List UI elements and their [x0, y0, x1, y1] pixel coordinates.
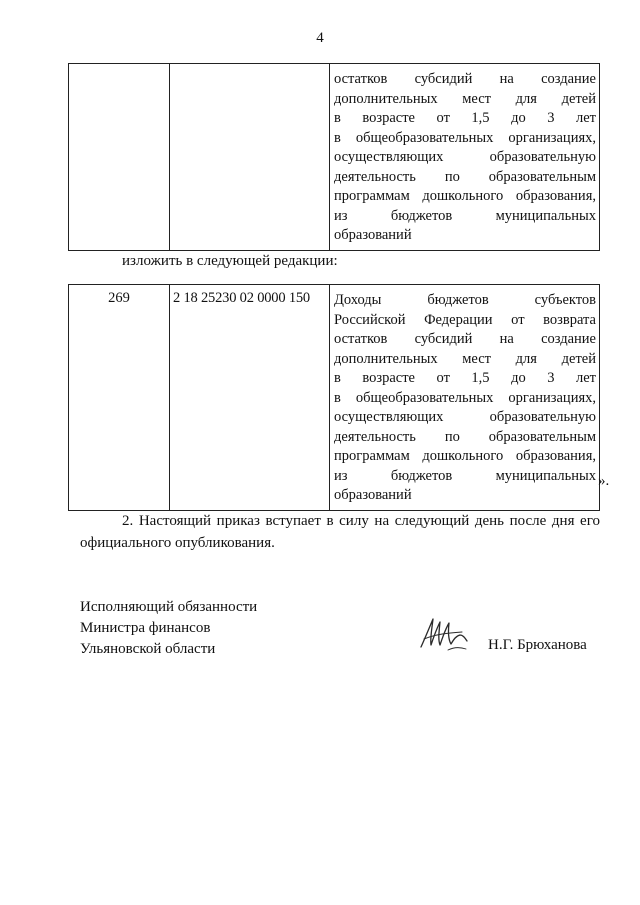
paragraph-2: 2. Настоящий приказ вступает в силу на следующий день после дня его официального опубликования.	[80, 513, 600, 551]
table-fragment-new	[68, 284, 600, 511]
intro-text: изложить в следующей редакции:	[122, 253, 338, 269]
signer-name: Н.Г. Брюханова	[488, 637, 587, 653]
row-number-cell: 269	[69, 285, 170, 511]
budget-code-cell	[170, 64, 330, 251]
description-cell: остатков субсидий на создание дополнительных мест для детей в возрасте от 1,5 до 3 лет в общеобразовательных организациях, осуществляющих образовательную деятельность по образовательным программам дошкольного образования, из бюджетов муниципальных образований	[330, 64, 600, 251]
description-cell: Доходы бюджетов субъектов Российской Федерации от возврата остатков субсидий на создание дополнительных мест для детей в возрасте от 1,5 до 3 лет в общеобразовательных организациях, осуществляющих образовательную деятельность по образовательным программам дошкольного образования, из бюджетов муниципальных образований	[330, 285, 600, 511]
signatory-position	[80, 597, 257, 660]
closing-quote: ».	[598, 473, 610, 489]
table-row	[69, 285, 600, 511]
position-line: Министра финансов	[80, 620, 211, 636]
page-number: 4	[316, 30, 324, 46]
table-fragment-old	[68, 63, 600, 251]
position-line: Ульяновской области	[80, 641, 216, 657]
position-line: Исполняющий обязанности	[80, 599, 258, 615]
row-number-cell	[69, 64, 170, 251]
handwritten-signature	[418, 614, 470, 654]
table-row	[69, 64, 600, 251]
budget-code-cell: 2 18 25230 02 0000 150	[170, 285, 330, 511]
